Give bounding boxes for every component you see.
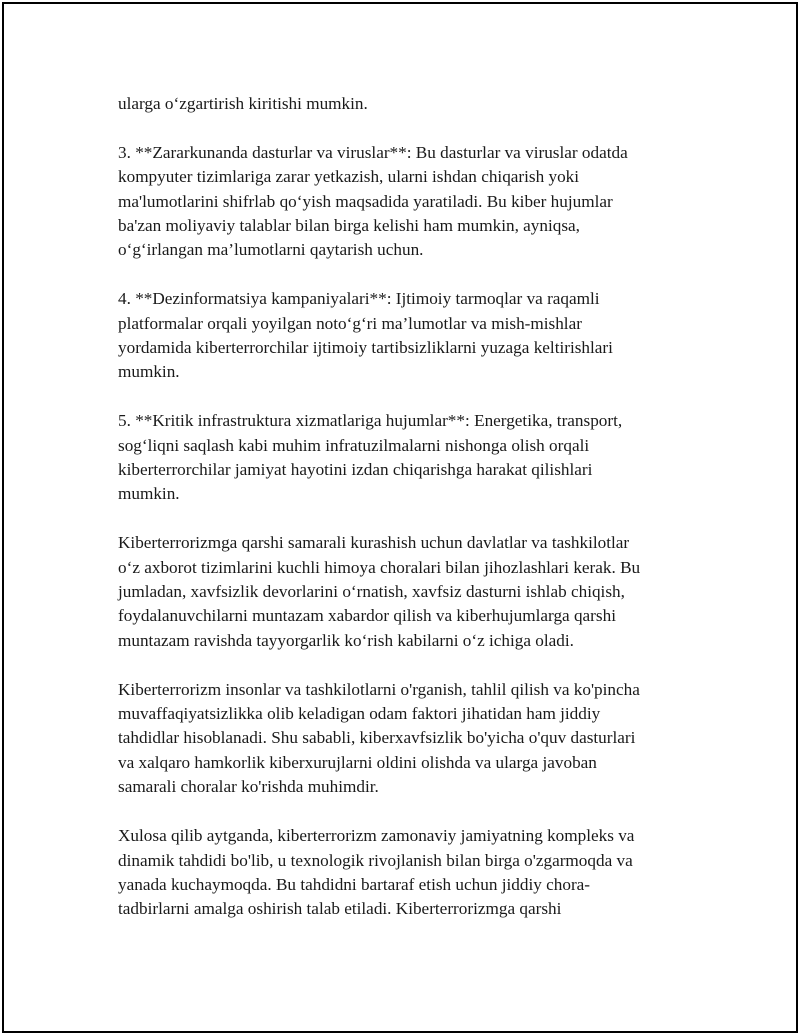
text-line: kiberterrorchilar jamiyat hayotini izdan chiqarishga harakat qilishlari	[118, 460, 593, 480]
paragraph	[118, 409, 698, 507]
text-line: muvaffaqiyatsizlikka olib keladigan odam faktori jihatidan ham jiddiy	[118, 704, 601, 724]
text-line: dinamik tahdidi bo'lib, u texnologik rivojlanish bilan birga o'zgarmoqda va	[118, 850, 633, 870]
text-line: Kiberterrorizm insonlar va tashkilotlarni o'rganish, tahlil qilish va ko'pincha	[118, 679, 640, 699]
text-line: o‘g‘irlangan ma’lumotlarni qaytarish uchun.	[118, 240, 424, 260]
text-line: tadbirlarni amalga oshirish talab etiladi. Kiberterrorizmga qarshi	[118, 899, 562, 919]
paragraph	[118, 824, 698, 922]
text-line: foydalanuvchilarni muntazam xabardor qilish va kiberhujumlarga qarshi	[118, 606, 616, 626]
paragraph	[118, 678, 698, 800]
text-line: mumkin.	[118, 362, 180, 382]
text-line: samarali choralar ko'rishda muhimdir.	[118, 777, 379, 797]
text-line: o‘z axborot tizimlarini kuchli himoya choralari bilan jihozlashlari kerak. Bu	[118, 557, 641, 577]
text-line: ma'lumotlarini shifrlab qo‘yish maqsadida yaratiladi. Bu kiber hujumlar	[118, 191, 613, 211]
text-line: yanada kuchaymoqda. Bu tahdidni bartaraf etish uchun jiddiy chora-	[118, 874, 591, 894]
paragraph	[118, 92, 698, 116]
paragraph	[118, 141, 698, 263]
text-line: Xulosa qilib aytganda, kiberterrorizm zamonaviy jamiyatning kompleks va	[118, 826, 635, 846]
paragraph	[118, 531, 698, 653]
text-line: tahdidlar hisoblanadi. Shu sababli, kiberxavfsizlik bo'yicha o'quv dasturlari	[118, 728, 636, 748]
text-line: ba'zan moliyaviy talablar bilan birga kelishi ham mumkin, ayniqsa,	[118, 216, 580, 236]
text-line: muntazam ravishda tayyorgarlik ko‘rish kabilarni o‘z ichiga oladi.	[118, 630, 574, 650]
text-line: 4. **Dezinformatsiya kampaniyalari**: Ijtimoiy tarmoqlar va raqamli	[118, 289, 600, 309]
text-line: ularga o‘zgartirish kiritishi mumkin.	[118, 94, 368, 113]
text-line: Kiberterrorizmga qarshi samarali kurashish uchun davlatlar va tashkilotlar	[118, 533, 630, 553]
paragraph	[118, 287, 698, 385]
text-line: 3. **Zararkunanda dasturlar va viruslar**: Bu dasturlar va viruslar odatda	[118, 142, 628, 162]
text-line: va xalqaro hamkorlik kiberxurujlarni oldini olishda va ularga javoban	[118, 752, 597, 772]
text-line: platformalar orqali yoyilgan noto‘g‘ri ma’lumotlar va mish-mishlar	[118, 313, 582, 333]
document-body	[118, 92, 698, 946]
text-line: yordamida kiberterrorchilar ijtimoiy tartibsizliklarni yuzaga keltirishlari	[118, 338, 613, 358]
text-line: kompyuter tizimlariga zarar yetkazish, ularni ishdan chiqarish yoki	[118, 167, 580, 187]
text-line: 5. **Kritik infrastruktura xizmatlariga hujumlar**: Energetika, transport,	[118, 411, 623, 431]
text-line: mumkin.	[118, 484, 180, 504]
text-line: sog‘liqni saqlash kabi muhim infratuzilmalarni nishonga olish orqali	[118, 435, 590, 455]
text-line: jumladan, xavfsizlik devorlarini o‘rnatish, xavfsiz dasturni ishlab chiqish,	[118, 582, 625, 602]
